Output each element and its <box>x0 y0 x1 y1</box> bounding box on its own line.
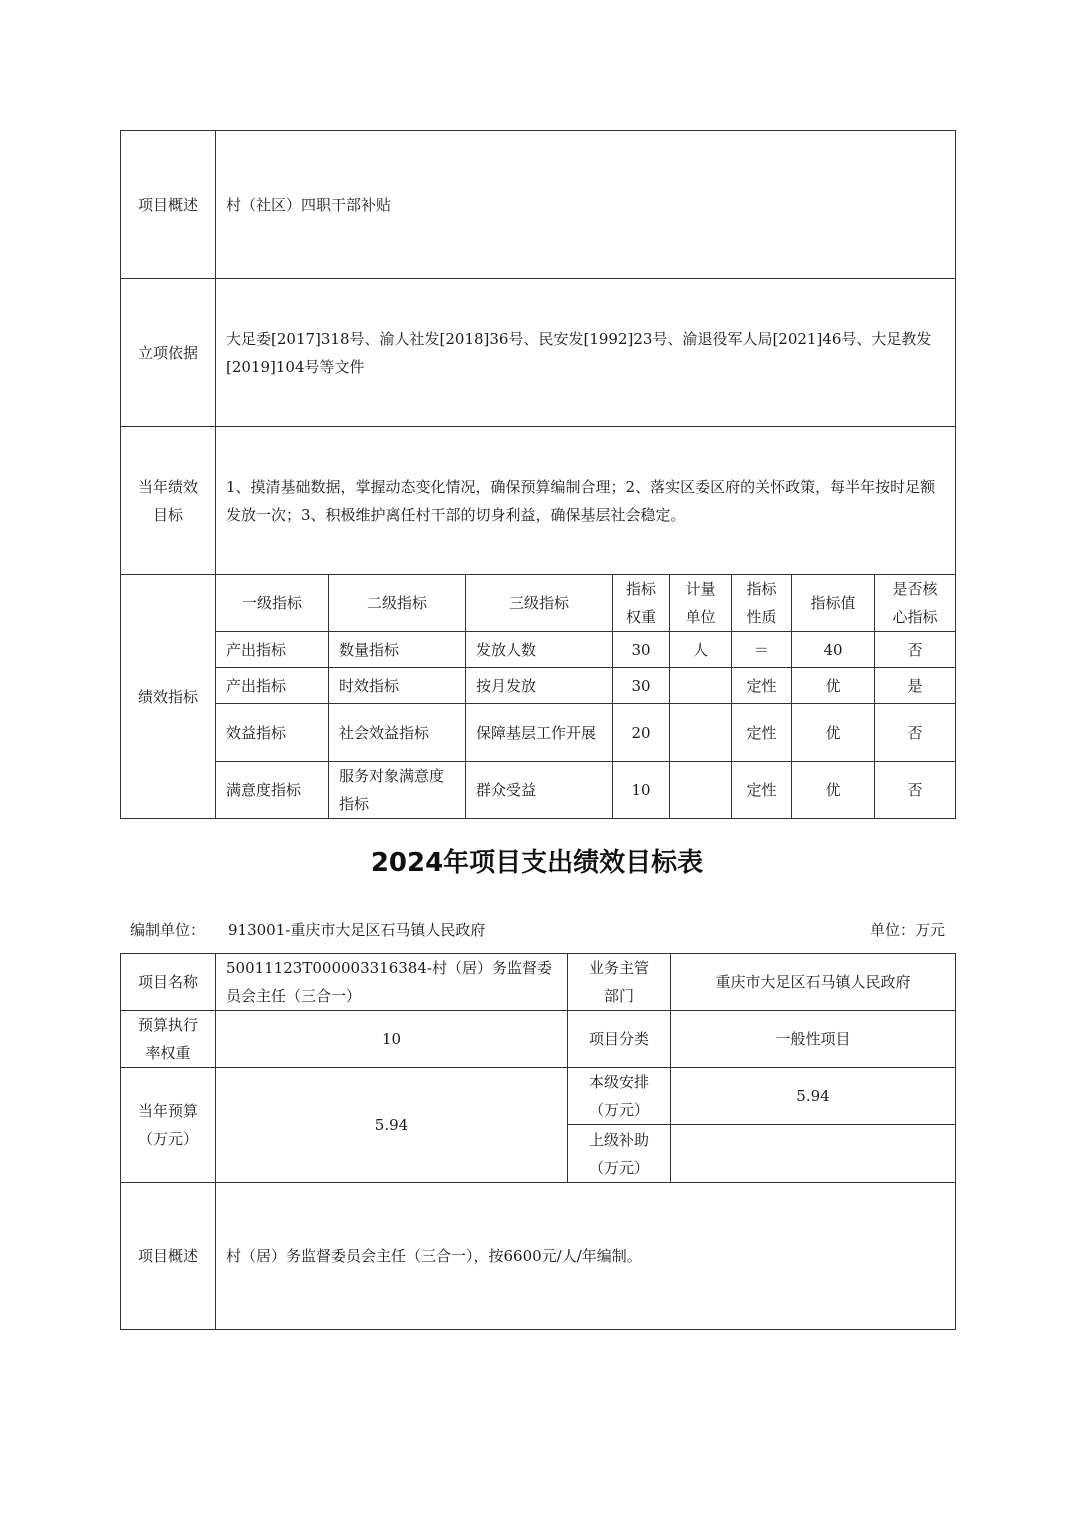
budget-label: 当年预算（万元） <box>121 1068 216 1183</box>
level2-cell: 数量指标 <box>329 632 466 668</box>
weight-cell: 30 <box>613 668 670 704</box>
page-title: 2024年项目支出绩效目标表 <box>370 848 704 878</box>
weight-cell: 10 <box>613 762 670 819</box>
meta-row <box>130 916 945 944</box>
budget-value: 5.94 <box>216 1068 568 1183</box>
header-cell: 二级指标 <box>329 575 466 632</box>
overview-label: 项目概述 <box>121 1183 216 1330</box>
value-cell: 40 <box>792 632 875 668</box>
core-cell: 是 <box>875 668 956 704</box>
value-cell: 优 <box>792 762 875 819</box>
unit-cell <box>670 762 732 819</box>
table-row <box>121 704 956 762</box>
header-cell: 是否核心指标 <box>875 575 956 632</box>
weight-cell: 30 <box>613 632 670 668</box>
unit-cell <box>670 704 732 762</box>
table-row <box>121 762 956 819</box>
goal-text: 1、摸清基础数据，掌握动态变化情况，确保预算编制合理；2、落实区委区府的关怀政策，每半年按时足额发放一次；3、积极维护离任村干部的切身利益，确保基层社会稳定。 <box>216 427 956 575</box>
table-row <box>121 668 956 704</box>
nature-cell: 定性 <box>732 704 792 762</box>
project-name-value: 50011123T000003316384-村（居）务监督委员会主任（三合一） <box>216 954 568 1011</box>
category-label: 项目分类 <box>568 1011 671 1068</box>
unit-cell <box>670 668 732 704</box>
upper-subsidy-label: 上级补助（万元） <box>568 1125 671 1183</box>
nature-cell: 定性 <box>732 762 792 819</box>
org-info <box>130 916 485 944</box>
basis-text: 大足委[2017]318号、渝人社发[2018]36号、民安发[1992]23号、渝退役军人局[2021]46号、大足教发[2019]104号等文件 <box>216 279 956 427</box>
core-cell: 否 <box>875 632 956 668</box>
header-cell: 一级指标 <box>216 575 329 632</box>
project-name-label: 项目名称 <box>121 954 216 1011</box>
level2-cell: 时效指标 <box>329 668 466 704</box>
unit-text: 单位：万元 <box>869 921 945 939</box>
indicators-label: 绩效指标 <box>121 575 216 819</box>
level3-cell: 发放人数 <box>466 632 613 668</box>
header-cell: 计量单位 <box>670 575 732 632</box>
value-cell: 优 <box>792 704 875 762</box>
overview-text: 村（社区）四职干部补贴 <box>216 131 956 279</box>
level3-cell: 保障基层工作开展 <box>466 704 613 762</box>
category-value: 一般性项目 <box>671 1011 956 1068</box>
overview-text: 村（居）务监督委员会主任（三合一），按6600元/人/年编制。 <box>216 1183 956 1330</box>
level1-cell: 效益指标 <box>216 704 329 762</box>
value-cell: 优 <box>792 668 875 704</box>
core-cell: 否 <box>875 762 956 819</box>
unit-cell: 人 <box>670 632 732 668</box>
level1-cell: 满意度指标 <box>216 762 329 819</box>
level1-cell: 产出指标 <box>216 668 329 704</box>
header-cell: 三级指标 <box>466 575 613 632</box>
weight-cell: 20 <box>613 704 670 762</box>
level2-cell: 社会效益指标 <box>329 704 466 762</box>
level3-cell: 群众受益 <box>466 762 613 819</box>
upper-subsidy-value <box>671 1125 956 1183</box>
exec-rate-label: 预算执行率权重 <box>121 1011 216 1068</box>
core-cell: 否 <box>875 704 956 762</box>
overview-label: 项目概述 <box>121 131 216 279</box>
basis-label: 立项依据 <box>121 279 216 427</box>
header-cell: 指标值 <box>792 575 875 632</box>
level3-cell: 按月发放 <box>466 668 613 704</box>
dept-value: 重庆市大足区石马镇人民政府 <box>671 954 956 1011</box>
level2-cell: 服务对象满意度指标 <box>329 762 466 819</box>
goal-label: 当年绩效目标 <box>121 427 216 575</box>
dept-label: 业务主管部门 <box>568 954 671 1011</box>
exec-rate-value: 10 <box>216 1011 568 1068</box>
header-cell: 指标性质 <box>732 575 792 632</box>
performance-table-top <box>120 130 956 819</box>
performance-table-bottom <box>120 953 956 1330</box>
org-value: 913001-重庆市大足区石马镇人民政府 <box>228 921 486 939</box>
table-row <box>121 632 956 668</box>
header-cell: 指标权重 <box>613 575 670 632</box>
local-arrangement-label: 本级安排（万元） <box>568 1068 671 1125</box>
nature-cell: 定性 <box>732 668 792 704</box>
org-label: 编制单位： <box>130 921 206 939</box>
level1-cell: 产出指标 <box>216 632 329 668</box>
nature-cell: ＝ <box>732 632 792 668</box>
local-arrangement-value: 5.94 <box>671 1068 956 1125</box>
